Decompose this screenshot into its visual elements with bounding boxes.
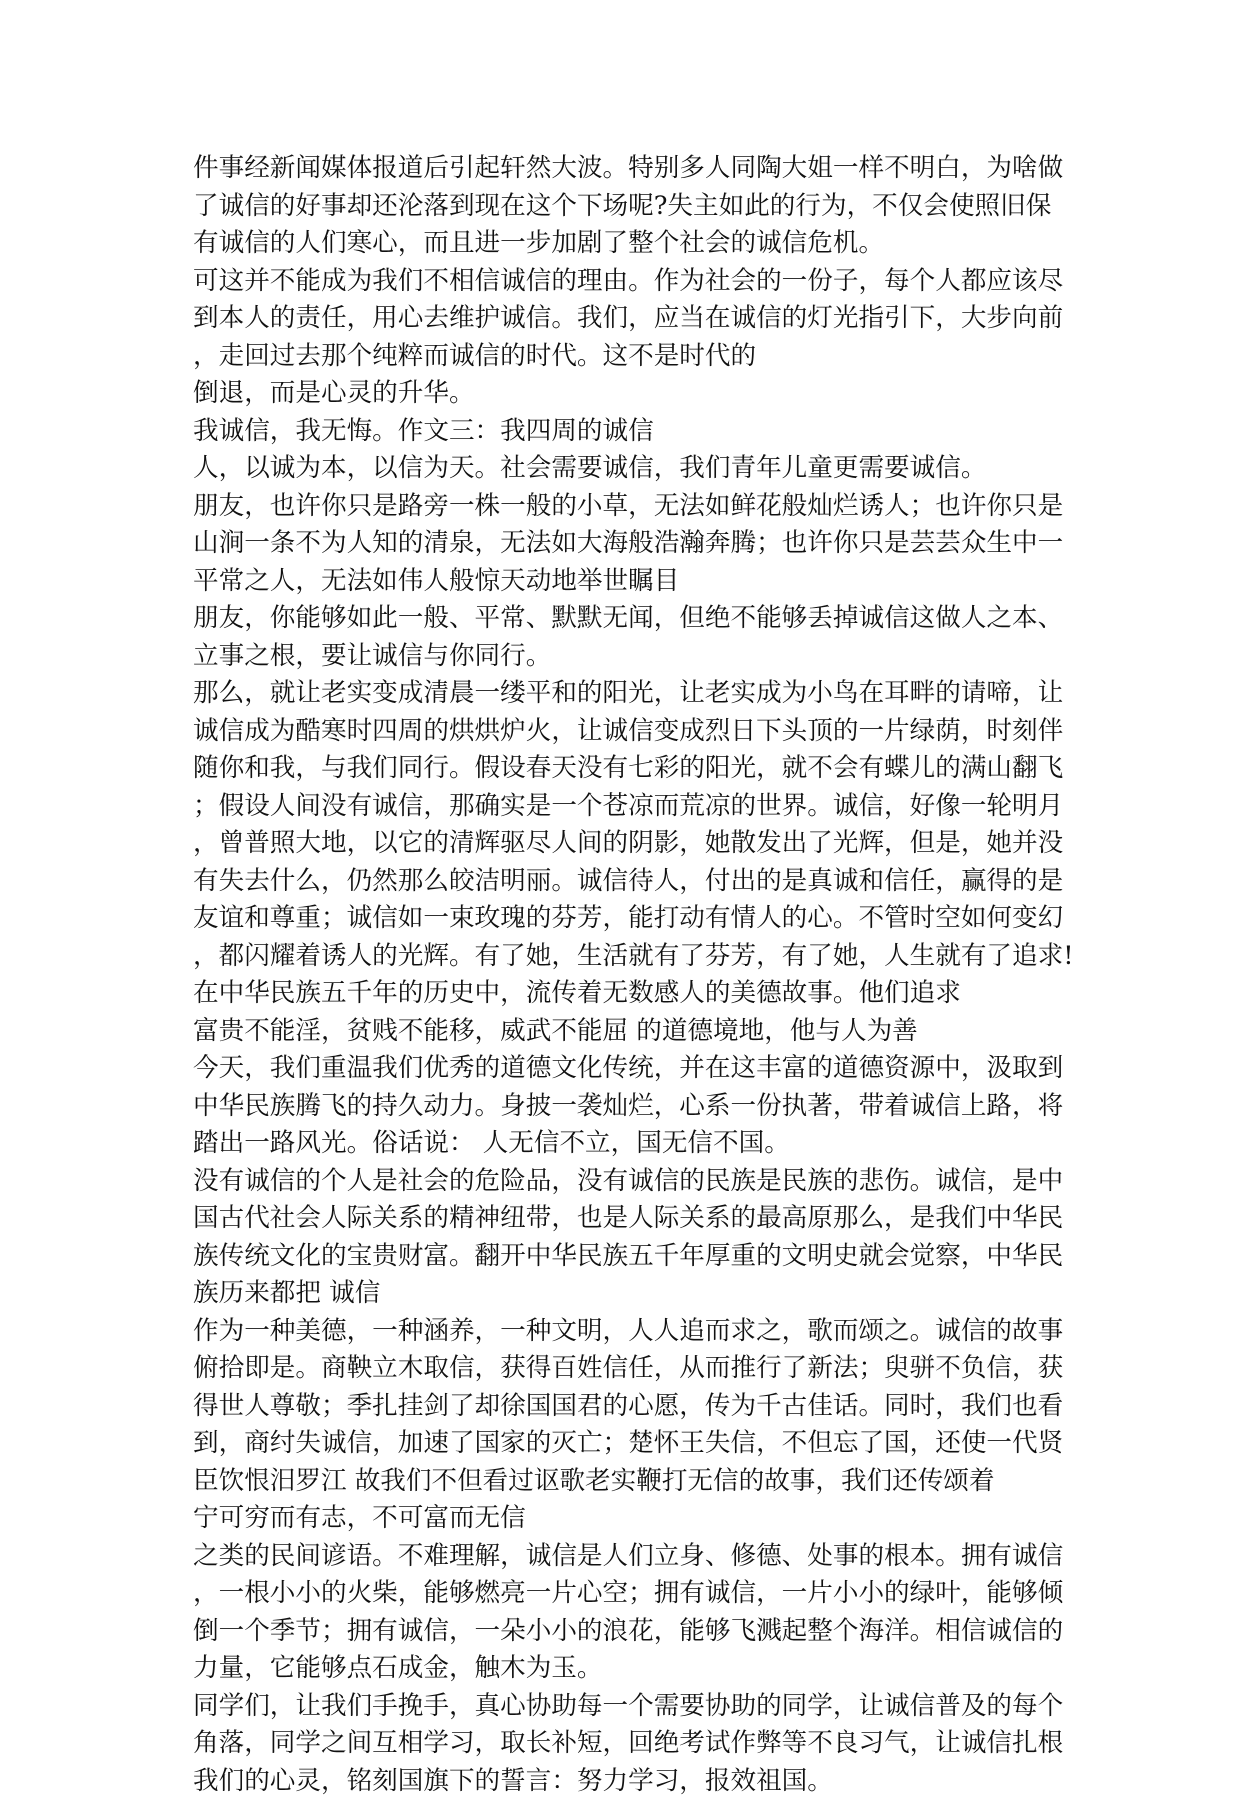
- text-line: 中华民族腾飞的持久动力。身披一袭灿烂，心系一份执著，带着诚信上路，将: [193, 1088, 1053, 1126]
- text-line: 得世人尊敬；季扎挂剑了却徐国国君的心愿，传为千古佳话。同时，我们也看: [193, 1388, 1053, 1426]
- text-line: 倒退，而是心灵的升华。: [193, 375, 1053, 413]
- text-line: 有诚信的人们寒心，而且进一步加剧了整个社会的诚信危机。: [193, 225, 1053, 263]
- text-line: 族历来都把 诚信: [193, 1275, 1053, 1313]
- text-line: 我们的心灵，铭刻国旗下的誓言：努力学习，报效祖国。: [193, 1763, 1053, 1800]
- text-line: 平常之人，无法如伟人般惊天动地举世瞩目: [193, 563, 1053, 601]
- text-line: 立事之根，要让诚信与你同行。: [193, 638, 1053, 676]
- text-line: 随你和我，与我们同行。假设春天没有七彩的阳光，就不会有蝶儿的满山翻飞: [193, 750, 1053, 788]
- text-line: 件事经新闻媒体报道后引起轩然大波。特别多人同陶大姐一样不明白，为啥做: [193, 150, 1053, 188]
- text-line: ，走回过去那个纯粹而诚信的时代。这不是时代的: [193, 338, 1053, 376]
- text-line: 同学们，让我们手挽手，真心协助每一个需要协助的同学，让诚信普及的每个: [193, 1688, 1053, 1726]
- text-line: 在中华民族五千年的历史中，流传着无数感人的美德故事。他们追求: [193, 975, 1053, 1013]
- text-line: 之类的民间谚语。不难理解，诚信是人们立身、修德、处事的根本。拥有诚信: [193, 1538, 1053, 1576]
- document-body: [193, 150, 1053, 1800]
- text-line: 倒一个季节；拥有诚信，一朵小小的浪花，能够飞溅起整个海洋。相信诚信的: [193, 1613, 1053, 1651]
- text-line: 臣饮恨汨罗江 故我们不但看过讴歌老实鞭打无信的故事，我们还传颂着: [193, 1463, 1053, 1501]
- text-line: 宁可穷而有志，不可富而无信: [193, 1500, 1053, 1538]
- text-line: 富贵不能淫，贫贱不能移，威武不能屈 的道德境地，他与人为善: [193, 1013, 1053, 1051]
- text-line: 了诚信的好事却还沦落到现在这个下场呢?失主如此的行为，不仅会使照旧保: [193, 188, 1053, 226]
- text-line: ，曾普照大地，以它的清辉驱尽人间的阴影，她散发出了光辉，但是，她并没: [193, 825, 1053, 863]
- text-line: 可这并不能成为我们不相信诚信的理由。作为社会的一份子，每个人都应该尽: [193, 263, 1053, 301]
- text-line: 山涧一条不为人知的清泉，无法如大海般浩瀚奔腾；也许你只是芸芸众生中一: [193, 525, 1053, 563]
- text-line: 角落，同学之间互相学习，取长补短，回绝考试作弊等不良习气，让诚信扎根: [193, 1725, 1053, 1763]
- text-line: 国古代社会人际关系的精神纽带，也是人际关系的最高原那么，是我们中华民: [193, 1200, 1053, 1238]
- text-line: 朋友，你能够如此一般、平常、默默无闻，但绝不能够丢掉诚信这做人之本、: [193, 600, 1053, 638]
- text-line: 今天，我们重温我们优秀的道德文化传统，并在这丰富的道德资源中，汲取到: [193, 1050, 1053, 1088]
- text-line: ；假设人间没有诚信，那确实是一个苍凉而荒凉的世界。诚信，好像一轮明月: [193, 788, 1053, 826]
- text-line: 踏出一路风光。俗话说： 人无信不立，国无信不国。: [193, 1125, 1053, 1163]
- text-line: 俯拾即是。商鞅立木取信，获得百姓信任，从而推行了新法；臾骈不负信，获: [193, 1350, 1053, 1388]
- text-line: 友谊和尊重；诚信如一束玫瑰的芬芳，能打动有情人的心。不管时空如何变幻: [193, 900, 1053, 938]
- text-line: 没有诚信的个人是社会的危险品，没有诚信的民族是民族的悲伤。诚信，是中: [193, 1163, 1053, 1201]
- text-line: 作为一种美德，一种涵养，一种文明，人人追而求之，歌而颂之。诚信的故事: [193, 1313, 1053, 1351]
- text-line: 我诚信，我无悔。作文三：我四周的诚信: [193, 413, 1053, 451]
- text-line: 诚信成为酷寒时四周的烘烘炉火，让诚信变成烈日下头顶的一片绿荫，时刻伴: [193, 713, 1053, 751]
- text-line: ，都闪耀着诱人的光辉。有了她，生活就有了芬芳，有了她，人生就有了追求!: [193, 938, 1053, 976]
- text-line: 朋友，也许你只是路旁一株一般的小草，无法如鲜花般灿烂诱人；也许你只是: [193, 488, 1053, 526]
- text-line: 力量，它能够点石成金，触木为玉。: [193, 1650, 1053, 1688]
- text-line: 到本人的责任，用心去维护诚信。我们，应当在诚信的灯光指引下，大步向前: [193, 300, 1053, 338]
- text-line: 那么，就让老实变成清晨一缕平和的阳光，让老实成为小鸟在耳畔的请啼，让: [193, 675, 1053, 713]
- text-line: 有失去什么，仍然那么皎洁明丽。诚信待人，付出的是真诚和信任，赢得的是: [193, 863, 1053, 901]
- text-line: 族传统文化的宝贵财富。翻开中华民族五千年厚重的文明史就会觉察，中华民: [193, 1238, 1053, 1276]
- text-line: ，一根小小的火柴，能够燃亮一片心空；拥有诚信，一片小小的绿叶，能够倾: [193, 1575, 1053, 1613]
- text-line: 到，商纣失诚信，加速了国家的灭亡；楚怀王失信，不但忘了国，还使一代贤: [193, 1425, 1053, 1463]
- text-line: 人，以诚为本，以信为天。社会需要诚信，我们青年儿童更需要诚信。: [193, 450, 1053, 488]
